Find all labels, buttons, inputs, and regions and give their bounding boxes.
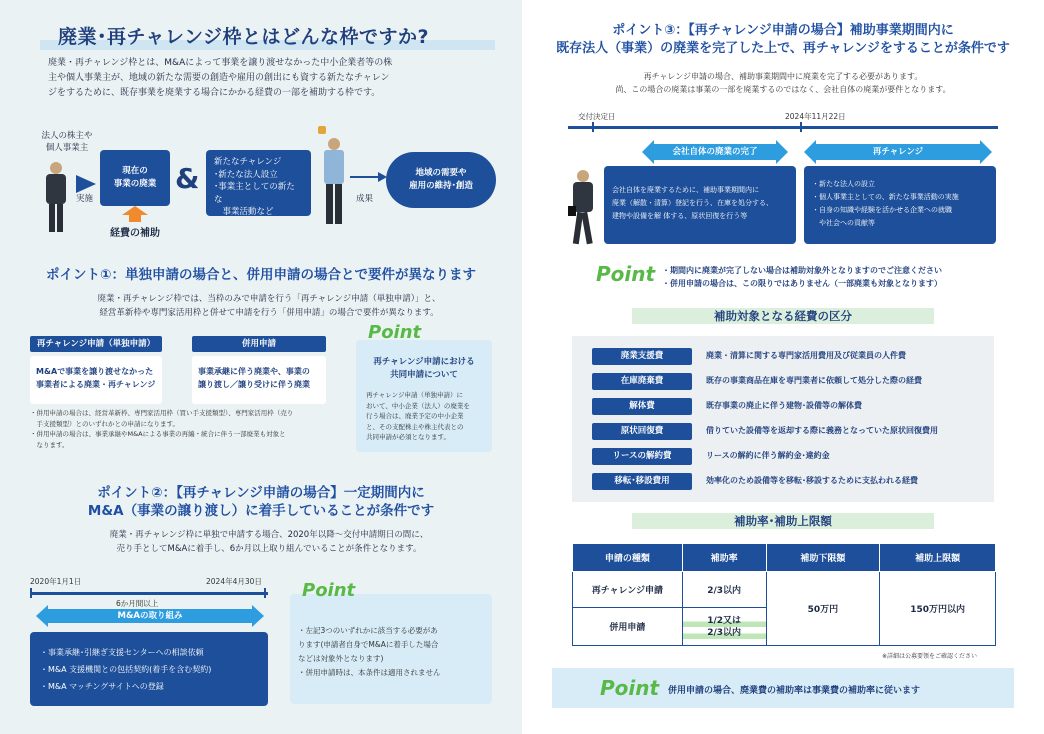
ma-item: ・事業承継･引継ぎ支援センターへの相談依頼 xyxy=(40,648,204,657)
point2-desc-line: 廃業・再チャレンジ枠に単独で申請する場合、2020年以降〜交付申請期日の間に、 xyxy=(109,530,429,540)
current-business-box xyxy=(100,150,170,206)
timeline-tick xyxy=(592,122,594,132)
date-end: 2024年4月30日 xyxy=(206,577,262,586)
point2-point-word: Point xyxy=(302,580,356,601)
point1-desc-line: 経営革新枠や専門家活用枠と併せて申請を行う「併用申請」の場合で要件が異なります。 xyxy=(99,308,439,318)
point-title-line: 再チャレンジ申請における xyxy=(373,357,475,367)
expense-row xyxy=(592,348,992,373)
expense-desc: 効率化のため設備等を移転･移設するために支払われる経費 xyxy=(706,476,918,485)
point1-point-title xyxy=(356,356,492,382)
arrow-right-icon xyxy=(350,176,380,178)
new-challenge-line: 新たなチャレンジ xyxy=(214,157,282,167)
point3-heading-line: 既存法人（事業）の廃業を完了した上で、再チャレンジをすることが条件です xyxy=(556,41,1010,56)
point3-heading xyxy=(532,22,1034,58)
new-challenge-line: 事業活動など xyxy=(214,207,274,217)
point3-desc-line: 尚、この場合の廃業は事業の一部を廃業するのではなく、会社自体の廃業が要件となります。 xyxy=(615,85,951,94)
point2-text-line: ります(申請者自身でM&Aに着手した場合 xyxy=(298,640,439,649)
closure-box-line: 会社自体を廃業するために、補助事業期間内に xyxy=(612,186,759,194)
rate-cell: 2/3以内 xyxy=(682,572,766,608)
arrow-right-head xyxy=(252,605,264,627)
closure-box xyxy=(604,166,796,244)
arrow-left-head xyxy=(804,140,816,164)
expense-desc: 既存事業の廃止に伴う建物･設備等の解体費 xyxy=(706,401,862,410)
rechallenge-box-line: ・新たな法人の設立 xyxy=(812,180,875,188)
rates-header-row xyxy=(573,544,996,572)
result-label: 成果 xyxy=(356,194,374,204)
arrow-left-head xyxy=(36,605,48,627)
new-challenge-box xyxy=(206,150,311,216)
expense-desc: リースの解約に伴う解約金･違約金 xyxy=(706,451,830,460)
expense-label: 在庫廃棄費 xyxy=(592,373,692,390)
combined-application-box xyxy=(192,356,326,404)
expense-label: 移転･移設費用 xyxy=(592,473,692,490)
point1-desc xyxy=(44,292,494,320)
point-text-line: おいて、中小企業（法人）の廃業を xyxy=(366,401,470,410)
celebrating-person-illustration xyxy=(316,126,350,230)
rate-cell xyxy=(682,608,766,646)
expense-row xyxy=(592,398,992,423)
rechallenge-box-line: ・自身の知識や経験を活かせる企業への就職 xyxy=(812,206,952,214)
point2-heading-line: M&A（事業の譲り渡し）に着手していることが条件です xyxy=(87,503,435,519)
point3-text-line: ・期間内に廃業が完了しない場合は補助対象外となりますのでご注意ください xyxy=(662,266,942,275)
type-cell: 併用申請 xyxy=(573,608,683,646)
point2-heading xyxy=(20,484,502,520)
businessman-illustration xyxy=(44,162,68,234)
point3-text-line: ・併用申請の場合は、この限りではありません（一部廃業も対象となります） xyxy=(662,279,942,288)
subsidy-label: 経費の補助 xyxy=(110,228,160,239)
closure-box-line: 廃業（解散・清算）登記を行う、在庫を処分する、 xyxy=(612,199,773,207)
expense-row xyxy=(592,423,992,448)
rates-footnote: ※詳細は公募要領をご確認ください xyxy=(882,653,978,660)
single-application-box xyxy=(30,356,162,404)
point3-desc-line: 再チャレンジ申請の場合、補助事業期間中に廃業を完了する必要があります。 xyxy=(643,72,923,81)
point1-point-text xyxy=(366,390,490,443)
cloud-line: 地域の需要や xyxy=(415,168,467,178)
point1-point-word: Point xyxy=(368,322,422,343)
owner-label-line: 法人の株主や xyxy=(41,131,93,141)
combined-text-line: 譲り渡し／譲り受けに伴う廃業 xyxy=(198,380,310,389)
owner-label xyxy=(32,130,102,154)
point2-text-line: ・併用申請時は、本条件は適用されません xyxy=(298,668,441,677)
point1-desc-line: 廃業・再チャレンジ枠では、当枠のみで申請を行う「再チャレンジ申請（単独申請）」と、 xyxy=(97,294,441,304)
type-cell: 再チャレンジ申請 xyxy=(573,572,683,608)
owner-label-line: 個人事業主 xyxy=(45,143,89,153)
rates-title: 補助率･補助上限額 xyxy=(632,513,934,529)
expense-row xyxy=(592,373,992,398)
header-rate: 補助率 xyxy=(682,544,766,572)
point3-heading-line: ポイント③：【再チャレンジ申請の場合】補助事業期間内に xyxy=(612,23,954,38)
point2-text-line: ・左記3つのいずれかに該当する必要があ xyxy=(298,626,438,635)
walking-businessman-illustration xyxy=(568,170,598,246)
expense-row xyxy=(592,473,992,498)
closure-box-line: 建物や設備を解 体する、原状回復を行う等 xyxy=(612,212,748,220)
note-line: ・併用申請の場合は、経営革新枠、専門家活用枠（買い手支援類型）、専門家活用枠（売り xyxy=(30,409,294,417)
combined-text-line: 事業承継に伴う廃業や、事業の xyxy=(198,367,310,376)
arrow-right-icon xyxy=(76,175,96,193)
point3-point-word: Point xyxy=(596,262,656,286)
single-text-line: 事業者による廃業・再チャレンジ xyxy=(36,380,156,389)
closure-arrow-label: 会社自体の廃業の完了 xyxy=(672,147,758,157)
combined-application-label: 併用申請 xyxy=(192,336,326,352)
new-challenge-line: ･事業主としての新たな xyxy=(214,182,295,205)
intro-text xyxy=(48,56,488,101)
intro-line: 廃業・再チャレンジ枠とは、M&Aによって事業を譲り渡せなかった中小企業者等の株 xyxy=(48,58,393,68)
single-text-line: M&Aで事業を譲り渡せなかった xyxy=(36,367,154,376)
point-text-line: 共同申請が必須となります。 xyxy=(366,433,450,441)
expense-label: 解体費 xyxy=(592,398,692,415)
note-line: なります。 xyxy=(30,440,69,449)
expense-desc: 廃業・清算に関する専門家活用費用及び従業員の人件費 xyxy=(706,351,906,360)
grant-decision-date: 交付決定日 xyxy=(578,112,616,121)
ma-arrow-label: M&Aの取り組み xyxy=(117,611,183,621)
bottom-point-word: Point xyxy=(600,676,660,700)
expense-label: 原状回復費 xyxy=(592,423,692,440)
timeline-line xyxy=(568,126,998,129)
timeline-tick xyxy=(800,122,802,132)
point1-notes xyxy=(30,408,335,450)
closure-arrow xyxy=(654,144,776,160)
arrow-left-head xyxy=(642,140,654,164)
note-line: ・併用申請の場合は、事業承継やM&Aによる事業の再編・統合に伴う一部廃業も対象と xyxy=(30,430,286,438)
current-business-line: 現在の xyxy=(122,166,148,176)
point1-heading: ポイント①：単独申請の場合と、併用申請の場合とで要件が異なります xyxy=(46,267,476,283)
arrow-right-head xyxy=(776,140,788,164)
arrow-right-head xyxy=(980,140,992,164)
rechallenge-box-line: ・個人事業主としての、新たな事業活動の実施 xyxy=(812,193,959,201)
rates-table xyxy=(572,543,996,646)
region-cloud xyxy=(386,152,496,208)
point2-point-text xyxy=(298,624,488,680)
rate-line: 1/2又は xyxy=(683,615,766,627)
header-lower: 補助下限額 xyxy=(766,544,880,572)
rate-line: 2/3以内 xyxy=(683,627,766,639)
expenses-list xyxy=(592,348,992,498)
timeline-tick xyxy=(30,588,32,598)
implement-label: 実施 xyxy=(76,194,94,204)
bottom-point-text: 併用申請の場合、廃業費の補助率は事業費の補助率に従います xyxy=(668,686,921,696)
point2-heading-line: ポイント②：【再チャレンジ申請の場合】一定期間内に xyxy=(97,485,425,501)
date-start: 2020年1月1日 xyxy=(30,577,82,586)
point-text-line: 再チャレンジ申請（単独申請）に xyxy=(366,391,463,399)
expenses-title: 補助対象となる経費の区分 xyxy=(632,308,934,324)
expense-label: リースの解約費 xyxy=(592,448,692,465)
ma-item: ・M&A マッチングサイトへの登録 xyxy=(40,682,164,691)
header-type: 申請の種類 xyxy=(573,544,683,572)
expense-row xyxy=(592,448,992,473)
rechallenge-arrow-label: 再チャレンジ xyxy=(872,147,924,157)
rechallenge-arrow xyxy=(816,144,980,160)
timeline-tick xyxy=(264,588,266,598)
lower-cell: 50万円 xyxy=(766,572,880,646)
deadline-date: 2024年11月22日 xyxy=(785,112,846,121)
note-line: 手支援類型）とのいずれかとの申請になります。 xyxy=(30,419,179,428)
ma-item: ・M&A 支援機関との包括契約(着手を含む契約) xyxy=(40,665,212,674)
rechallenge-box xyxy=(804,166,996,244)
arrow-up-icon xyxy=(122,206,148,222)
upper-cell: 150万円以内 xyxy=(880,572,996,646)
right-page xyxy=(522,0,1044,734)
expense-label: 廃業支援費 xyxy=(592,348,692,365)
ampersand: & xyxy=(175,162,200,195)
period-label: 6か月間以上 xyxy=(116,599,159,608)
page-title: 廃業･再チャレンジ枠とはどんな枠ですか? xyxy=(58,26,430,48)
cloud-line: 雇用の維持･創造 xyxy=(409,181,473,191)
ma-arrow xyxy=(48,609,252,623)
point3-desc xyxy=(542,70,1024,96)
intro-line: ジをするために、既存事業を廃業する場合にかかる経費の一部を補助する枠です。 xyxy=(48,88,381,98)
expense-desc: 既存の事業商品在庫を専門業者に依頼して処分した際の経費 xyxy=(706,376,922,385)
point2-desc-line: 売り手としてM&Aに着手し、6か月以上取り組んでいることが条件となります。 xyxy=(116,544,422,554)
point-text-line: 行う場合は、廃業予定の中小企業 xyxy=(366,412,464,420)
ma-items-box xyxy=(30,632,268,706)
intro-line: 主や個人事業主が、地域の新たな需要の創造や雇用の創出にも資する新たなチャレン xyxy=(48,73,390,83)
rates-row xyxy=(573,572,996,608)
timeline-line xyxy=(30,592,268,595)
single-application-label: 再チャレンジ申請（単独申請） xyxy=(30,336,162,352)
header-upper: 補助上限額 xyxy=(880,544,996,572)
current-business-line: 事業の廃業 xyxy=(113,179,157,189)
new-challenge-line: ･新たな法人設立 xyxy=(214,169,278,180)
rechallenge-box-line: や社会への貢献等 xyxy=(812,219,875,227)
point2-text-line: などは対象外となります) xyxy=(298,654,384,663)
point-text-line: と、その支配株主や株主代表との xyxy=(366,422,464,431)
point-title-line: 共同申請について xyxy=(390,370,458,380)
expense-desc: 借りていた設備等を返却する際に義務となっていた原状回復費用 xyxy=(706,426,938,435)
point2-desc xyxy=(44,528,494,556)
point3-point-text xyxy=(662,264,1032,290)
